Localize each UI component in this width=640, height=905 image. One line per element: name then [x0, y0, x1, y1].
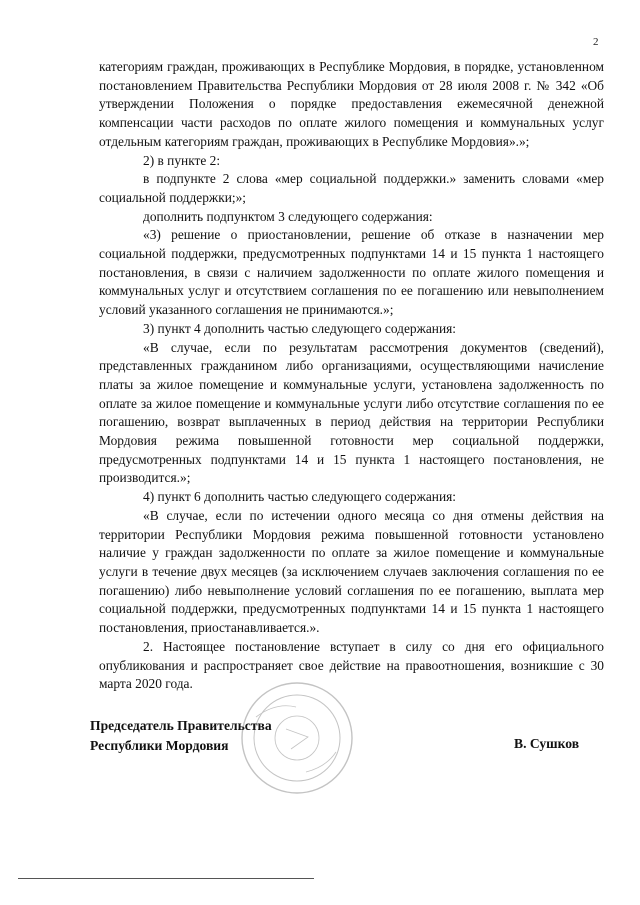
- signature-name: В. Сушков: [514, 736, 580, 751]
- quote-item-6: «В случае, если по истечении одного месяца со дня отмены действия на территории Республики Мордовия режима повышенной готовности установлено наличие у граждан задолженности по оплате за жилое помещение и коммунальные услуги в течение двух месяцев (за исключением случаев заключения соглашения по ее погашению) либо невыполнение условий соглашения по ее погашению, выплата мер социальной поддержки, предусмотренных подпунктами 14 и 15 пункта 1 настоящего постановления, приостанавливается.».: [99, 507, 604, 636]
- paragraph-effective-date: 2. Настоящее постановление вступает в силу со дня его официального опубликования и распространяет свое действие на правоотношения, возникшие с 30 марта 2020 года.: [99, 638, 604, 692]
- document-body: [99, 58, 604, 694]
- paragraph-add-subitem-3: дополнить подпунктом 3 следующего содержания:: [143, 208, 433, 224]
- bottom-divider: [18, 878, 314, 879]
- signature-title-line1: Председатель Правительства: [90, 718, 272, 733]
- paragraph-continuation: категориям граждан, проживающих в Республике Мордовия, в порядке, установленном постановлением Правительства Республики Мордовия от 28 июля 2008 г. № 342 «Об утверждении Положения о порядке предоставления ежемесячной денежной компенсации части расходов по оплате жилого помещения и коммунальных услуг отдельным категориям граждан, проживающих в Республике Мордовия».»;: [99, 59, 604, 149]
- signature-title-line2: Республики Мордовия: [90, 738, 229, 753]
- quote-subitem-3: «3) решение о приостановлении, решение об отказе в назначении мер социальной поддержки, предусмотренных подпунктами 14 и 15 пункта 1 настоящего постановления, в связи с наличием задолженности по оплате жилого помещения и коммунальных услуг и отсутствием соглашения по ее погашению или невыполнением условий указанного соглашения не принимаются.»;: [99, 227, 604, 318]
- quote-item-4: «В случае, если по результатам рассмотрения документов (сведений), представленных гражданином либо организациями, осуществляющими начисление платы за жилое помещение и коммунальные услуги, установлена задолженность по оплате за жилое помещение и коммунальные услуги либо отсутствие соглашения по ее погашению, возврат выплаченных в период действия на территории Республики Мордовия режима повышенной готовности мер социальной поддержки, предусмотренных подпунктами 14 и 15 пункта 1 настоящего постановления, не производится.»;: [99, 339, 604, 486]
- paragraph-item-3: 3) пункт 4 дополнить частью следующего содержания:: [143, 320, 457, 336]
- paragraph-subitem-2: в подпункте 2 слова «мер социальной поддержки.» заменить словами «мер социальной поддержки;»;: [99, 171, 604, 205]
- official-seal-stamp: [236, 677, 358, 799]
- paragraph-item-4: 4) пункт 6 дополнить частью следующего содержания:: [143, 489, 457, 505]
- paragraph-item-2: 2) в пункте 2:: [143, 152, 221, 168]
- page-number: 2: [593, 36, 599, 48]
